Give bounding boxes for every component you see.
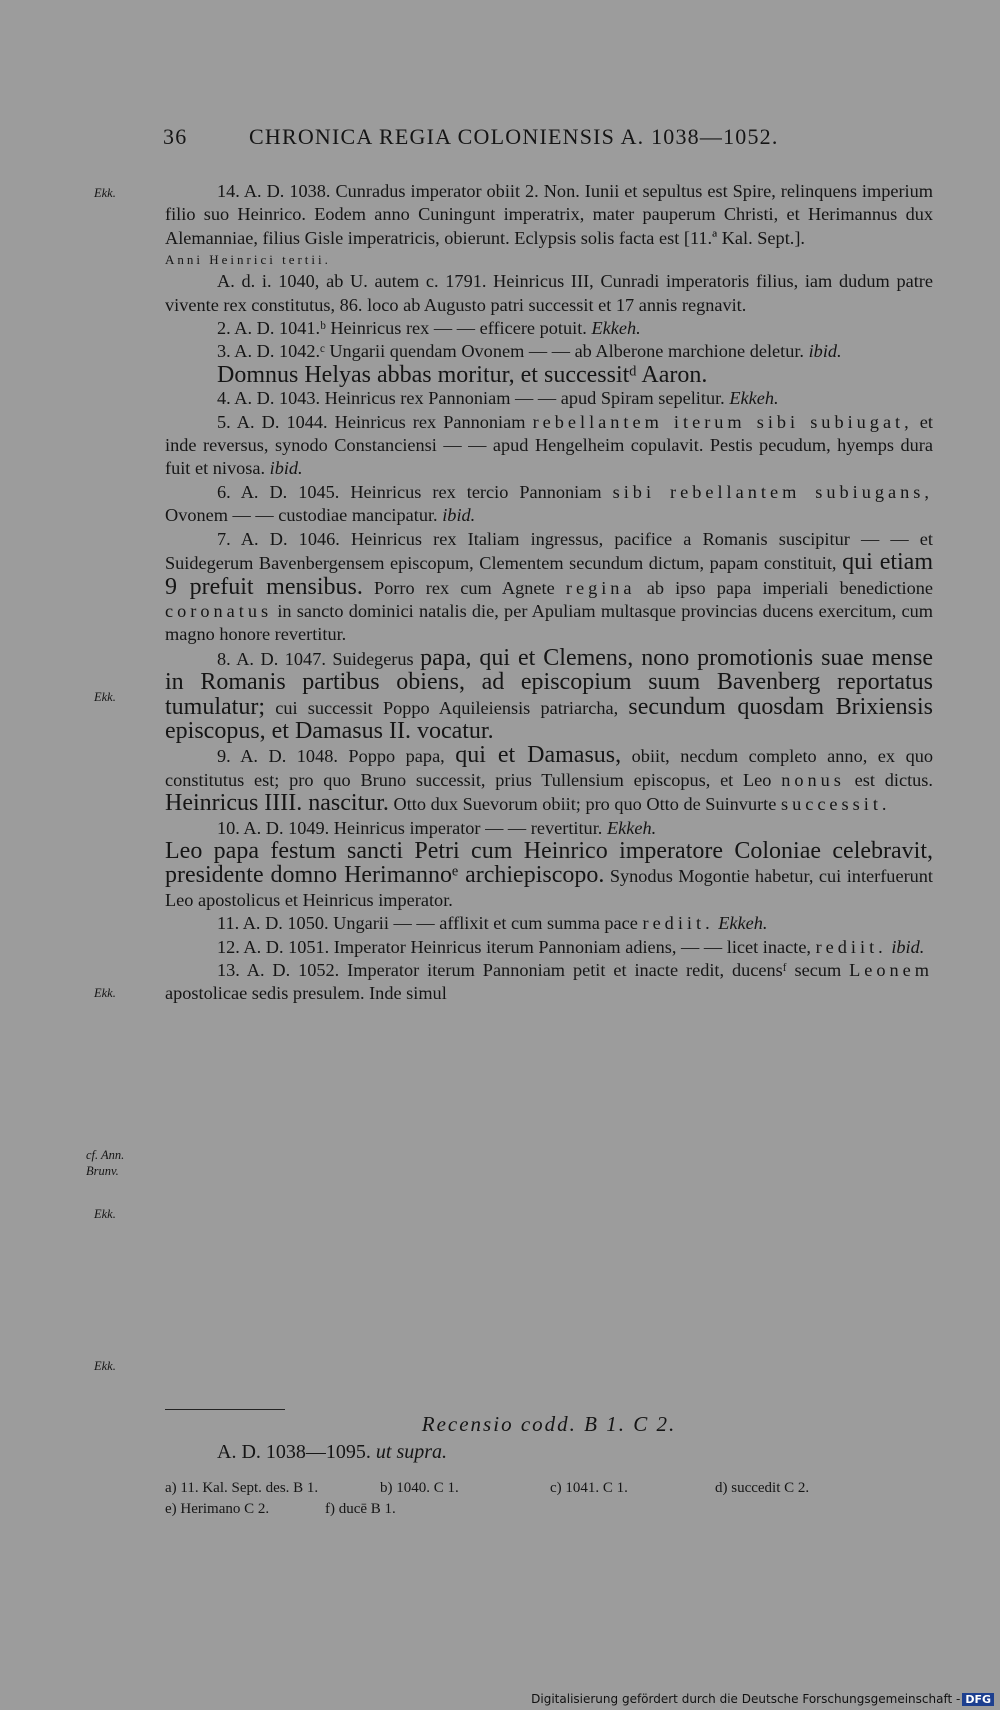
dfg-logo: DFG [962,1693,994,1706]
page-number: 36 [163,124,188,149]
running-header [163,124,933,150]
paragraph-1038: 14. A. D. 1038. Cunradus imperator obiit 2. Non. Iunii et sepultus est Spire, relinquens imperium filio suo Heinrico. Eodem anno Cuningunt imperatrix, mater pauperum Christi, et Herimannus dux Alemanniae, filius Gisle imperatricis, obierunt. Eclypsis solis facta est [11.ª Kal. Sept.]. [165,181,933,248]
footnote: b) 1040. C 1. [380,1480,459,1496]
footnote: f) ducē B 1. [325,1501,396,1517]
paragraph-1046: 7. A. D. 1046. Heinricus rex Italiam ingressus, pacifice a Romanis suscipitur — — et Suidegerum Bavenbergensem episcopum, Clementem secundum dictum, papam constituit, qui etiam 9 prefuit mensibus. Porro rex cum Agnete regina ab ipso papa imperiali benedictione coronatus in sancto dominici natalis die, per Apuliam multasque provincias ducens exercitum, cum magno honore revertitur. [165,528,934,645]
paragraph-1052: 13. A. D. 1052. Imperator iterum Pannoniam petit et inacte redit, ducensᶠ secum Leonem apostolicae sedis presulem. Inde simul [165,960,933,1004]
margin-note: Ekk. [94,986,116,1000]
margin-note: Ekk. [94,186,116,200]
footnote: e) Herimano C 2. [165,1501,270,1517]
paragraph-1040: A. d. i. 1040, ab U. autem c. 1791. Heinricus III, Cunradi imperatoris filius, iam dudum patre vivente rex constitutus, 86. loco ab Augusto patri successit et 17 annis regnavit. [165,271,933,315]
margin-note: Ekk. [94,690,116,704]
running-title: CHRONICA REGIA COLONIENSIS A. 1038—1052. [249,124,779,149]
chronicle-text [165,180,933,1006]
paragraph-1051: 12. A. D. 1051. Imperator Heinricus iterum Pannoniam adiens, — — licet inacte, rediit. ibid. [217,936,925,957]
divider-rule [165,1409,285,1410]
paragraph-1042: 3. A. D. 1042.ᶜ Ungarii quendam Ovonem — — ab Alberone marchione deletur. ibid. [217,341,842,362]
paragraph-leo: Leo papa festum sancti Petri cum Heinrico imperatore Coloniae celebravit, presidente domno Herimannoᵉ archiepiscopo. Synodus Mogontie habetur, cui interfuerunt Leo apostolicus et Heinricus imperator. [165,837,934,910]
paragraph-1048: 9. A. D. 1048. Poppo papa, qui et Damasus, obiit, necdum completo anno, ex quo constitutus est; pro quo Bruno successit, prius Tullensium episcopus, et Leo nonus est dictus. Heinricus IIII. nascitur. Otto dux Suevorum obiit; pro quo Otto de Suinvurte successit. [165,742,933,817]
section-heading: Anni Heinrici tertii. [165,252,331,268]
margin-note: Ekk. [94,1207,116,1221]
footnote: c) 1041. C 1. [550,1480,628,1496]
footnote: d) succedit C 2. [715,1480,810,1496]
paragraph-1049: 10. A. D. 1049. Heinricus imperator — — revertitur. Ekkeh. [217,817,657,838]
footnotes [165,1478,933,1520]
paragraph-1044: 5. A. D. 1044. Heinricus rex Pannoniam rebellantem iterum sibi subiugat, et inde reversus, synodo Constanciensi — — apud Hengelheim copulavit. Pestis pecudum, hyemps dura fuit et nivosa. ibid. [165,411,933,479]
footnote: a) 11. Kal. Sept. des. B 1. [165,1480,319,1496]
margin-note: Brunv. [86,1164,119,1178]
recensio-heading: Recensio codd. B 1. C 2. [421,1412,677,1436]
paragraph-1043: 4. A. D. 1043. Heinricus rex Pannoniam — — apud Spiram sepelitur. Ekkeh. [217,388,779,409]
paragraph-1047: 8. A. D. 1047. Suidegerus papa, qui et Clemens, nono promotionis suae mense in Romanis partibus obiens, ad episcopium suum Bavenberg reportatus tumulatur; cui successit Poppo Aquileiensis patriarcha, secundum quosdam Brixiensis episcopus, et Damasus II. vocatur. [165,644,933,744]
paragraph-1041: 2. A. D. 1041.ᵇ Heinricus rex — — efficere potuit. Ekkeh. [217,318,641,339]
recensio-line: A. D. 1038—1095. ut supra. [217,1441,448,1463]
digitization-credit: Digitalisierung gefördert durch die Deutsche Forschungsgemeinschaft - DFG [531,1692,994,1706]
paragraph-1045: 6. A. D. 1045. Heinricus rex tercio Pannoniam sibi rebellantem subiugans, Ovonem — — custodiae mancipatur. ibid. [165,481,933,526]
margin-note: Ekk. [94,1359,116,1373]
paragraph-helyas: Domnus Helyas abbas moritur, et successitᵈ Aaron. [217,361,708,388]
margin-note: cf. Ann. [86,1148,125,1162]
paragraph-1050: 11. A. D. 1050. Ungarii — — afflixit et cum summa pace rediit. Ekkeh. [217,913,768,934]
